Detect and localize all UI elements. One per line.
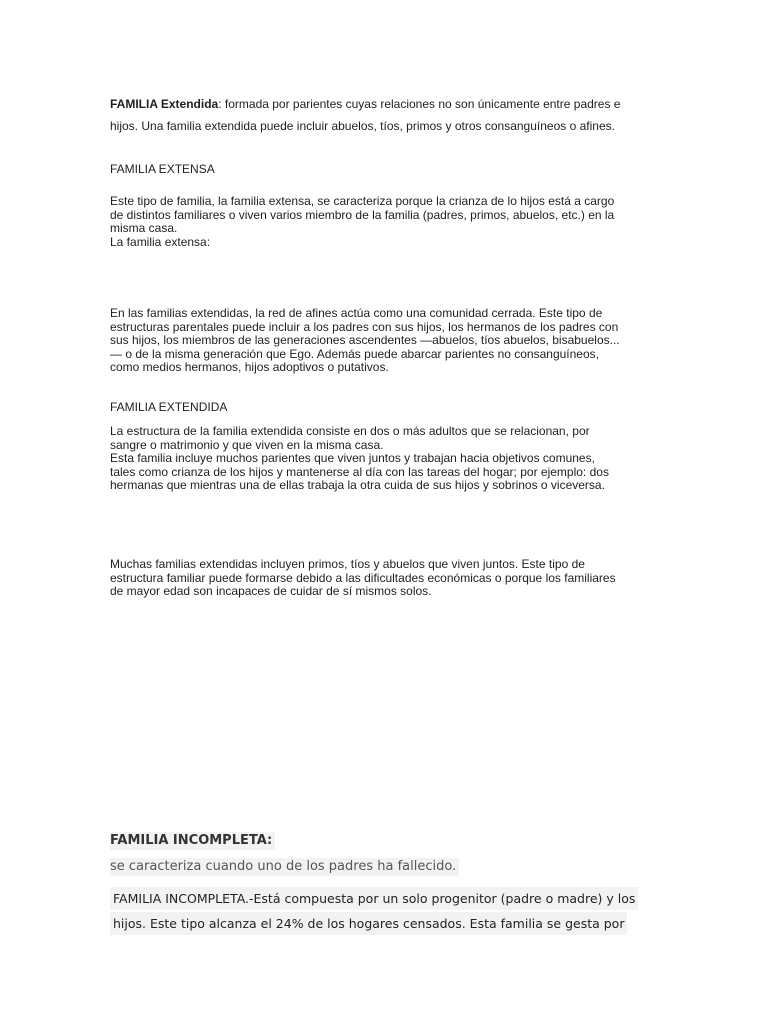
muchas-paragraph — [110, 558, 658, 599]
estructura-paragraph — [110, 425, 658, 493]
extensa-paragraph — [110, 195, 658, 249]
incompleta-subtitle: se caracteriza cuando uno de los padres ha fallecido. — [110, 859, 459, 874]
heading-familia-incompleta: FAMILIA INCOMPLETA: — [110, 833, 275, 848]
text-line: estructuras parentales puede incluir a los padres con sus hijos, los hermanos de los padres con — [110, 319, 619, 334]
extendidas-paragraph — [110, 307, 658, 375]
text-line: estructura familiar puede formarse debido a las dificultades económicas o porque los familiares — [110, 570, 616, 585]
text-line: hermanas que mientras una de ellas trabaja la otra cuida de sus hijos y sobrinos o viceversa. — [110, 478, 605, 493]
heading-familia-extendida: FAMILIA EXTENDIDA — [110, 400, 228, 414]
text-line: Este tipo de familia, la familia extensa, se caracteriza porque la crianza de lo hijos está a cargo — [110, 194, 615, 208]
text-line: de mayor edad son incapaces de cuidar de sí mismos solos. — [110, 584, 432, 599]
incompleta-line-2: hijos. Este tipo alcanza el 24% de los hogares censados. Esta familia se gesta por — [110, 912, 627, 935]
intro-line-1 — [110, 93, 658, 115]
text-line: Esta familia incluye muchos parientes que viven juntos y trabajan hacia objetivos comunes, — [110, 451, 595, 466]
text-line: de distintos familiares o viven varios miembro de la familia (padres, primos, abuelos, etc.) en la — [110, 207, 615, 222]
intro-term: FAMILIA Extendida — [110, 97, 219, 111]
extensa-label: La familia extensa: — [110, 234, 211, 249]
text-line: tales como crianza de los hijos y mantenerse al día con las tareas del hogar; por ejemplo: dos — [110, 464, 609, 479]
text-line: como medios hermanos, hijos adoptivos o putativos. — [110, 360, 389, 375]
intro-definition: : formada por parientes cuyas relaciones no son únicamente entre padres e — [218, 97, 621, 111]
text-line: La estructura de la familia extendida consiste en dos o más adultos que se relacionan, por — [110, 424, 590, 438]
text-line: misma casa. — [110, 221, 178, 236]
text-line: — o de la misma generación que Ego. Además puede abarcar parientes no consanguíneos, — [110, 346, 599, 361]
text-line: sus hijos, los miembros de las generaciones ascendentes —abuelos, tíos abuelos, bisabuelos... — [110, 333, 620, 348]
heading-familia-extensa: FAMILIA EXTENSA — [110, 162, 215, 176]
text-line: sangre o matrimonio y que viven en la misma casa. — [110, 437, 384, 452]
incompleta-line-1: FAMILIA INCOMPLETA.-Está compuesta por un solo progenitor (padre o madre) y los — [110, 887, 638, 910]
intro-paragraph — [110, 93, 658, 137]
incompleta-body — [110, 887, 638, 937]
text-line: En las familias extendidas, la red de afines actúa como una comunidad cerrada. Este tipo de — [110, 306, 603, 320]
text-line: Muchas familias extendidas incluyen primos, tíos y abuelos que viven juntos. Este tipo de — [110, 557, 585, 571]
intro-line-2: hijos. Una familia extendida puede incluir abuelos, tíos, primos y otros consanguíneos o afines. — [110, 119, 615, 133]
